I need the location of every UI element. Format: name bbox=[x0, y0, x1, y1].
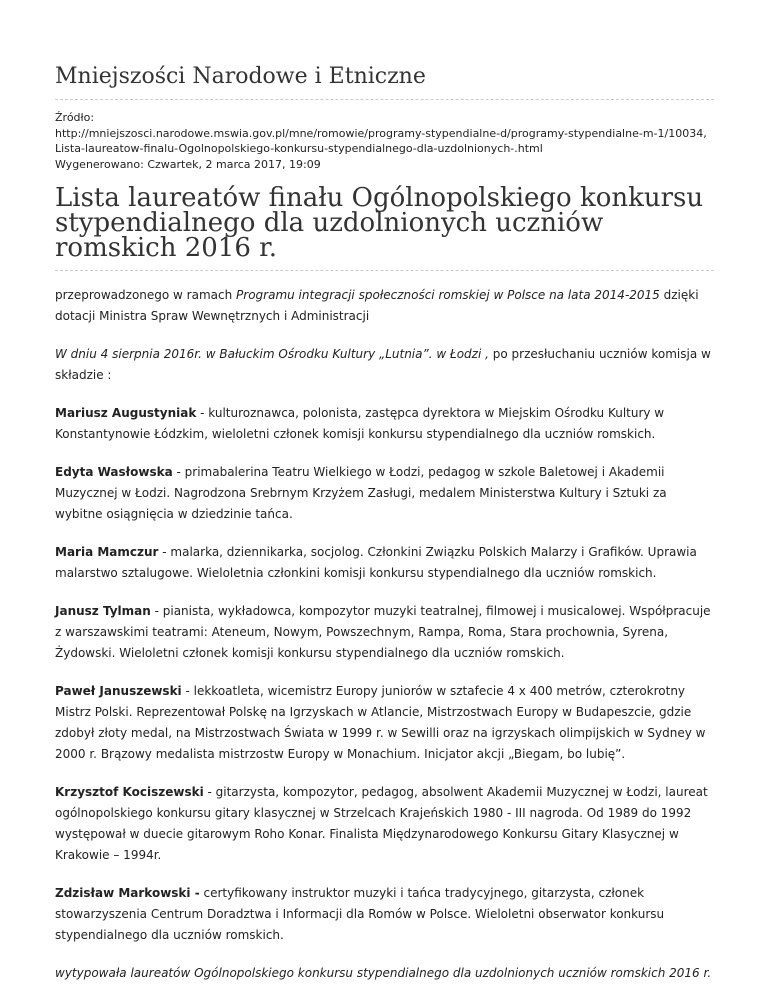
meeting-paragraph bbox=[55, 344, 714, 386]
intro-text-pre: przeprowadzonego w ramach bbox=[55, 288, 237, 302]
generated-date: Wygenerowano: Czwartek, 2 marca 2017, 19:09 bbox=[55, 157, 321, 171]
document-title-line-2: stypendialnego dla uzdolnionych uczniów bbox=[55, 208, 604, 238]
member-description: - primabalerina Teatru Wielkiego w Łodzi, pedagog w szkole Baletowej i Akademii Muzycznej w Łodzi. Nagrodzona Srebrnym Krzyżem Zasługi, medalem Ministerstwa Kultury i Sztuki za wybitne osiągnięcia w dziedzinie tańca. bbox=[55, 465, 667, 521]
document-title-divider bbox=[55, 270, 714, 271]
closing-paragraph: wytypowała laureatów Ogólnopolskiego konkursu stypendialnego dla uzdolnionych uczniów romskich 2016 r. bbox=[55, 966, 712, 980]
intro-paragraph bbox=[55, 285, 714, 327]
program-name: Programu integracji społeczności romskiej w Polsce na lata 2014-2015 bbox=[236, 288, 660, 302]
member-name: Edyta Wasłowska bbox=[55, 465, 173, 479]
document-title-line-1: Lista laureatów finału Ogólnopolskiego konkursu bbox=[55, 183, 704, 213]
member-paragraph bbox=[55, 403, 714, 445]
member-name: Maria Mamczur bbox=[55, 545, 159, 559]
member-paragraph bbox=[55, 542, 714, 584]
meeting-date-place: W dniu 4 sierpnia 2016r. w Bałuckim Ośrodku Kultury „Lutnia”. w Łodzi , bbox=[55, 347, 489, 361]
member-name: Janusz Tylman bbox=[55, 604, 151, 618]
site-title-divider bbox=[55, 99, 714, 100]
meeting-text: po przesłuchaniu uczniów komisja w składzie : bbox=[55, 347, 711, 382]
source-url-line-2: Lista-laureatow-finalu-Ogolnopolskiego-konkursu-stypendialnego-dla-uzdolnionych-.html bbox=[55, 142, 543, 155]
member-description: - gitarzysta, kompozytor, pedagog, absolwent Akademii Muzycznej w Łodzi, laureat ogólnopolskiego konkursu gitary klasycznej w Strzelcach Krajeńskich 1980 - III nagroda. Od 1989 do 1992 występował w duecie gitarowym Roho Konar. Finalista Międzynarodowego Konkursu Gitary Klasycznej w Krakowie – 1994r. bbox=[55, 785, 708, 862]
source-block bbox=[55, 110, 714, 172]
member-description: certyfikowany instruktor muzyki i tańca tradycyjnego, gitarzysta, członek stowarzyszenia Centrum Doradztwa i Informacji dla Romów w Polsce. Wieloletni obserwator konkursu stypendialnego dla uczniów romskich. bbox=[55, 886, 665, 942]
source-label: Źródło: bbox=[55, 111, 95, 124]
member-paragraph bbox=[55, 782, 714, 866]
source-url-line-1: http://mniejszosci.narodowe.mswia.gov.pl/mne/romowie/programy-stypendialne-d/programy-stypendialne-m-1/10034, bbox=[55, 126, 707, 140]
member-paragraph bbox=[55, 883, 714, 946]
member-name: Zdzisław Markowski - bbox=[55, 886, 200, 900]
member-description: - pianista, wykładowca, kompozytor muzyki teatralnej, filmowej i musicalowej. Współpracuje z warszawskimi teatrami: Ateneum, Nowym, Powszechnym, Rampa, Roma, Stara prochownia, Syrena, Żydowski. Wieloletni członek komisji konkursu stypendialnego dla uczniów romskich. bbox=[55, 604, 711, 660]
member-paragraph bbox=[55, 681, 714, 765]
document-title bbox=[55, 183, 714, 263]
member-description: - lekkoatleta, wicemistrz Europy juniorów w sztafecie 4 x 400 metrów, czterokrotny Mistrz Polski. Reprezentował Polskę na Igrzyskach w Atlancie, Mistrzostwach Europy w Budapeszcie, gdzie zdobył złoty medal, na Mistrzostwach Świata w 1999 r. w Sewilli oraz na igrzyskach olimpijskich w Sydney w 2000 r. Brązowy medalista mistrzostw Europy w Monachium. Inicjator akcji „Biegam, bo lubię”. bbox=[55, 684, 706, 761]
document-title-line-3: romskich 2016 r. bbox=[55, 233, 277, 263]
member-paragraph bbox=[55, 601, 714, 664]
member-description: - kulturoznawca, polonista, zastępca dyrektora w Miejskim Ośrodku Kultury w Konstantynowie Łódzkim, wieloletni członek komisji konkursu stypendialnego dla uczniów romskich. bbox=[55, 406, 665, 441]
intro-text-post: dzięki dotacji Ministra Spraw Wewnętrznych i Administracji bbox=[55, 288, 699, 323]
member-paragraph bbox=[55, 462, 714, 525]
site-title: Mniejszości Narodowe i Etniczne bbox=[55, 64, 426, 89]
member-name: Mariusz Augustyniak bbox=[55, 406, 197, 420]
member-description: - malarka, dziennikarka, socjolog. Członkini Związku Polskich Malarzy i Grafików. Uprawia malarstwo sztalugowe. Wieloletnia członkini komisji konkursu stypendialnego dla uczniów romskich. bbox=[55, 545, 697, 580]
member-name: Paweł Januszewski bbox=[55, 684, 182, 698]
member-name: Krzysztof Kociszewski bbox=[55, 785, 204, 799]
article-body bbox=[55, 285, 714, 984]
